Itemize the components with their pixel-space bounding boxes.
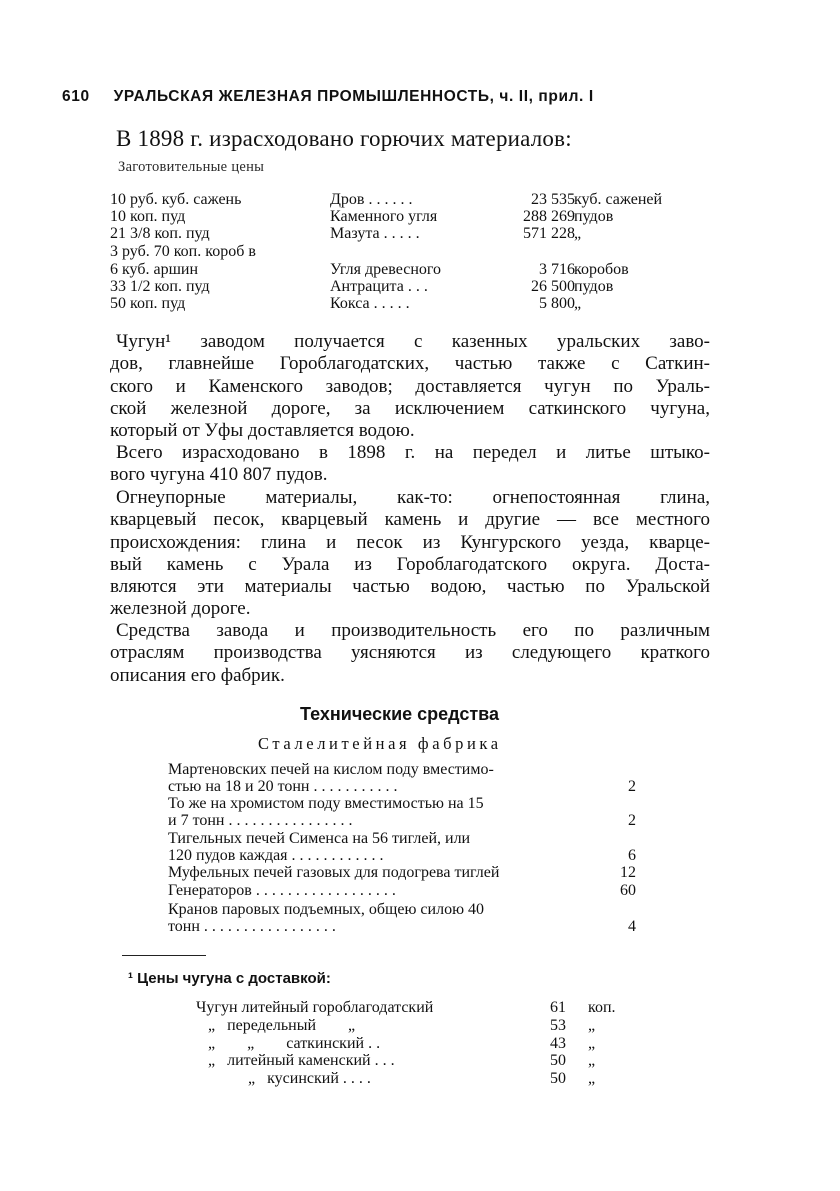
equipment-quantity: 4 (628, 918, 636, 935)
paragraph (110, 442, 710, 487)
footnote-unit: „ (588, 1052, 596, 1069)
equipment-quantity: 60 (620, 882, 636, 899)
footnote-row (196, 998, 616, 1018)
equipment-line: Мартеновских печей на кислом поду вместимо- (168, 761, 494, 778)
fuel-amount: 288 269 (523, 208, 575, 225)
equipment-quantity: 2 (628, 778, 636, 795)
equipment-item (168, 761, 636, 795)
fuel-price: 3 руб. 70 коп. короб в (110, 243, 256, 260)
equipment-line: То же на хромистом поду вместимостью на 15 (168, 795, 484, 812)
paragraph-line: вляются эти материалы частью водою, частью по Уральской (110, 576, 710, 598)
equipment-line: тонн . . . . . . . . . . . . . . . . . (168, 918, 336, 935)
paragraph-line: вый камень с Урала из Гороблагодатского округа. Доста- (110, 553, 710, 575)
footnote-price: 43 (550, 1035, 566, 1052)
paragraph-line: ского и Каменского заводов; доставляется чугун по Ураль- (110, 375, 710, 397)
running-header (62, 88, 594, 106)
footnote-price: 53 (550, 1017, 566, 1034)
fuel-material: Мазута . . . . . (330, 225, 420, 242)
fuel-unit: „ (574, 295, 582, 312)
paragraph (110, 331, 710, 442)
equipment-line: Генераторов . . . . . . . . . . . . . . . . . . (168, 882, 396, 899)
footnote-label: „ передельный „ (196, 1017, 356, 1034)
footnote-price: 61 (550, 999, 566, 1016)
fuel-amount: 571 228 (523, 225, 575, 242)
fuel-amount: 26 500 (531, 278, 575, 295)
fuel-material: Кокса . . . . . (330, 295, 410, 312)
paragraph-line: кварцевый песок, кварцевый камень и другие — все местного (110, 509, 710, 531)
equipment-item (168, 830, 636, 864)
equipment-item (168, 901, 636, 935)
equipment-line: Муфельных печей газовых для подогрева тиглей (168, 864, 500, 881)
paragraph-line: вого чугуна 410 807 пудов. (110, 464, 328, 486)
footnote-unit: „ (588, 1070, 596, 1087)
footnote-title: ¹ Цены чугуна с доставкой: (128, 970, 331, 987)
footnote-row (196, 1016, 596, 1036)
equipment-line: и 7 тонн . . . . . . . . . . . . . . . . (168, 812, 353, 829)
steel-foundry-subheading: Сталелитейная фабрика (258, 734, 502, 753)
page-number: 610 (62, 88, 90, 105)
footnote-divider (122, 955, 206, 956)
equipment-line: Кранов паровых подъемных, общею силою 40 (168, 901, 485, 918)
equipment-quantity: 6 (628, 847, 636, 864)
footnote-price: 50 (550, 1070, 566, 1087)
equipment-item (168, 795, 636, 829)
equipment-line: 120 пудов каждая . . . . . . . . . . . . (168, 847, 384, 864)
running-title: УРАЛЬСКАЯ ЖЕЛЕЗНАЯ ПРОМЫШЛЕННОСТЬ, ч. II, прил. I (113, 88, 594, 105)
fuel-material: Угля древесного (330, 261, 442, 278)
footnote-row (196, 1069, 596, 1089)
footnote-unit: коп. (588, 999, 616, 1016)
paragraph-line: отраслям производства уясняются из следующего краткого (110, 642, 710, 664)
equipment-item (168, 864, 636, 881)
fuel-material: Дров . . . . . . (330, 191, 413, 208)
paragraph-line: происхождения: глина и песок из Кунгурского уезда, кварце- (110, 531, 710, 553)
equipment-line: Тигельных печей Сименса на 56 тиглей, или (168, 830, 471, 847)
paragraph-line: дов, главнейше Гороблагодатских, частью также с Саткин- (110, 353, 710, 375)
footnote-label: Чугун литейный гороблагодатский (196, 999, 434, 1016)
fuel-price: 6 куб. аршин (110, 261, 199, 278)
footnote-price: 50 (550, 1052, 566, 1069)
paragraph-line: железной дороге. (110, 598, 251, 620)
fuel-amount: 23 535 (531, 191, 575, 208)
prices-column-label: Заготовительные цены (118, 159, 265, 175)
fuel-price: 10 руб. куб. сажень (110, 191, 242, 208)
fuel-unit: пудов (574, 278, 614, 295)
fuel-unit: куб. саженей (574, 191, 663, 208)
fuel-material: Каменного угля (330, 208, 438, 225)
fuel-price: 50 коп. пуд (110, 295, 186, 312)
paragraph-line: описания его фабрик. (110, 664, 285, 686)
paragraph-line: ской железной дороге, за исключением саткинского чугуна, (110, 397, 710, 419)
footnote-unit: „ (588, 1035, 596, 1052)
footnote-label: „ литейный каменский . . . (196, 1052, 395, 1069)
equipment-quantity: 2 (628, 812, 636, 829)
fuel-price: 10 коп. пуд (110, 208, 186, 225)
paragraph-line: Средства завода и производительность его по различным (116, 620, 710, 641)
footnote-label: „ кусинский . . . . (196, 1070, 371, 1087)
fuel-amount: 3 716 (539, 261, 575, 278)
fuel-price: 21 3/8 коп. пуд (110, 225, 210, 242)
equipment-item (168, 882, 636, 899)
fuel-unit: пудов (574, 208, 614, 225)
paragraph-line: Всего израсходовано в 1898 г. на передел и литье штыко- (116, 442, 710, 463)
paragraph-line: который от Уфы доставляется водою. (110, 420, 415, 442)
fuel-unit: коробов (574, 261, 629, 278)
fuel-price: 33 1/2 коп. пуд (110, 278, 210, 295)
equipment-line: стью на 18 и 20 тонн . . . . . . . . . . . (168, 778, 398, 795)
paragraph (110, 620, 710, 687)
fuel-section-title: В 1898 г. израсходовано горючих материалов: (116, 126, 572, 151)
equipment-quantity: 12 (620, 864, 636, 881)
fuel-material: Антрацита . . . (330, 278, 428, 295)
fuel-amount: 5 800 (539, 295, 575, 312)
footnote-unit: „ (588, 1017, 596, 1034)
paragraph-line: Чугун¹ заводом получается с казенных уральских заво- (116, 331, 710, 352)
footnote-label: „ „ саткинский . . (196, 1035, 381, 1052)
paragraph (110, 487, 710, 621)
technical-heading: Технические средства (300, 704, 500, 724)
fuel-unit: „ (574, 225, 582, 242)
paragraph-line: Огнеупорные материалы, как-то: огнепостоянная глина, (116, 487, 710, 508)
footnote-row (196, 1051, 596, 1071)
